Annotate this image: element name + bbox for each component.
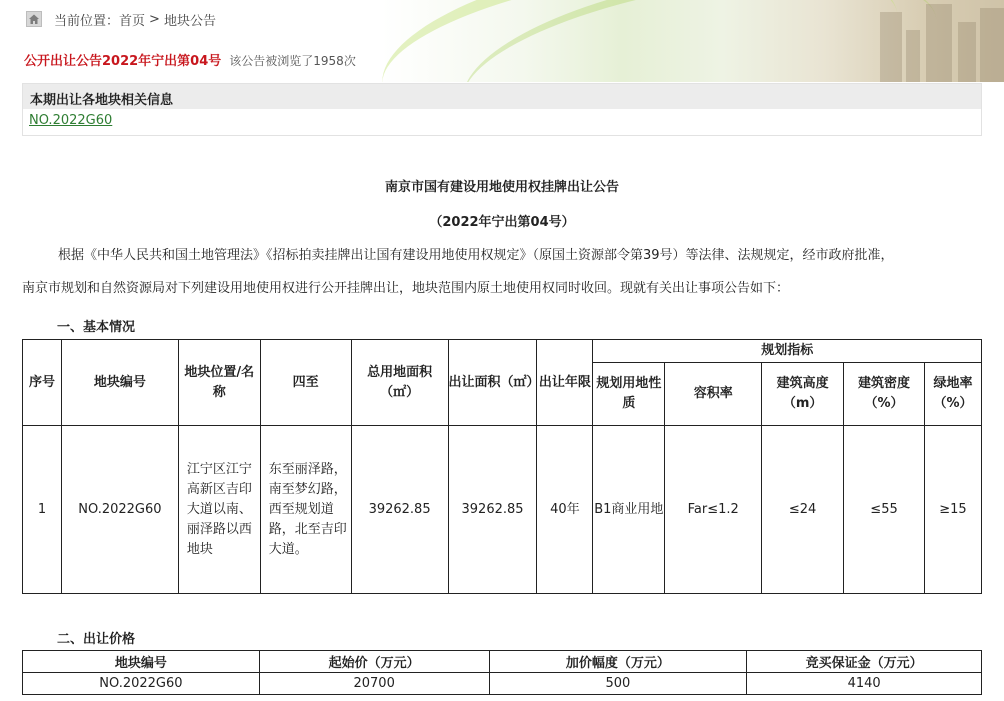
price-header-increment: 加价幅度（万元） — [489, 651, 747, 673]
price-header-parcel-no: 地块编号 — [23, 651, 260, 673]
banner-building — [906, 30, 920, 82]
header-height: 建筑高度（m） — [762, 363, 844, 426]
breadcrumb-separator: > — [149, 11, 160, 27]
header-location: 地块位置/名称 — [178, 340, 260, 426]
banner-building — [958, 22, 976, 82]
breadcrumb-home-link[interactable]: 首页 — [119, 13, 146, 29]
price-cell-parcel-no: NO.2022G60 — [23, 673, 260, 695]
header-density: 建筑密度（%） — [844, 363, 925, 426]
banner-building — [926, 4, 952, 82]
header-green: 绿地率（%） — [924, 363, 981, 426]
table-row — [23, 426, 982, 594]
price-table — [22, 650, 982, 695]
price-cell-start: 20700 — [259, 673, 489, 695]
header-boundaries: 四至 — [260, 340, 351, 426]
price-cell-deposit: 4140 — [747, 673, 982, 695]
cell-density: ≤55 — [844, 426, 925, 594]
parcel-info-box — [22, 83, 982, 136]
document-subtitle: （2022年宁出第04号） — [429, 215, 575, 230]
view-count: 该公告被浏览了1958次 — [229, 54, 356, 68]
header-parcel-no: 地块编号 — [61, 340, 178, 426]
cell-total-area: 39262.85 — [351, 426, 448, 594]
section-basic-title: 一、基本情况 — [57, 320, 136, 335]
cell-location: 江宁区江宁高新区吉印大道以南、丽泽路以西地块 — [178, 426, 260, 594]
header-term: 出让年限 — [537, 340, 593, 426]
cell-green: ≥15 — [924, 426, 981, 594]
header-planning: 规划指标 — [593, 340, 982, 363]
intro-line-1: 根据《中华人民共和国土地管理法》《招标拍卖挂牌出让国有建设用地使用权规定》（原国土资源部令第39号）等法律、法规规定，经市政府批准， — [58, 248, 894, 263]
cell-parcel-no: NO.2022G60 — [61, 426, 178, 594]
cell-boundaries: 东至丽泽路，南至梦幻路，西至规划道路，北至吉印大道。 — [260, 426, 351, 594]
parcel-info-header: 本期出让各地块相关信息 — [23, 84, 981, 109]
header-land-use: 规划用地性质 — [593, 363, 665, 426]
section-price-title: 二、出让价格 — [57, 632, 136, 647]
banner-building — [980, 8, 1004, 82]
intro-line-2: 南京市规划和自然资源局对下列建设用地使用权进行公开挂牌出让，地块范围内原土地使用权同时收回。现就有关出让事项公告如下： — [22, 281, 790, 296]
header-total-area: 总用地面积（㎡） — [351, 340, 448, 426]
header-seq: 序号 — [23, 340, 62, 426]
cell-transfer-area: 39262.85 — [448, 426, 537, 594]
price-header-start: 起始价（万元） — [259, 651, 489, 673]
cell-height: ≤24 — [762, 426, 844, 594]
cell-land-use: B1商业用地 — [593, 426, 665, 594]
announcement-headline — [24, 50, 356, 69]
header-transfer-area: 出让面积（㎡） — [448, 340, 537, 426]
announcement-title: 公开出让公告2022年宁出第04号 — [24, 54, 222, 69]
header-far: 容积率 — [665, 363, 762, 426]
cell-far: Far≤1.2 — [665, 426, 762, 594]
basic-info-table — [22, 339, 982, 594]
price-header-deposit: 竞买保证金（万元） — [747, 651, 982, 673]
cell-term: 40年 — [537, 426, 593, 594]
cell-seq: 1 — [23, 426, 62, 594]
parcel-link[interactable]: NO.2022G60 — [29, 113, 113, 128]
banner-building — [880, 12, 902, 82]
document-title: 南京市国有建设用地使用权挂牌出让公告 — [384, 180, 619, 195]
breadcrumb-prefix: 当前位置： — [54, 13, 120, 29]
price-cell-increment: 500 — [489, 673, 747, 695]
home-icon — [26, 11, 42, 27]
table-row — [23, 673, 982, 695]
breadcrumb — [26, 9, 216, 29]
breadcrumb-current-link[interactable]: 地块公告 — [163, 13, 216, 29]
